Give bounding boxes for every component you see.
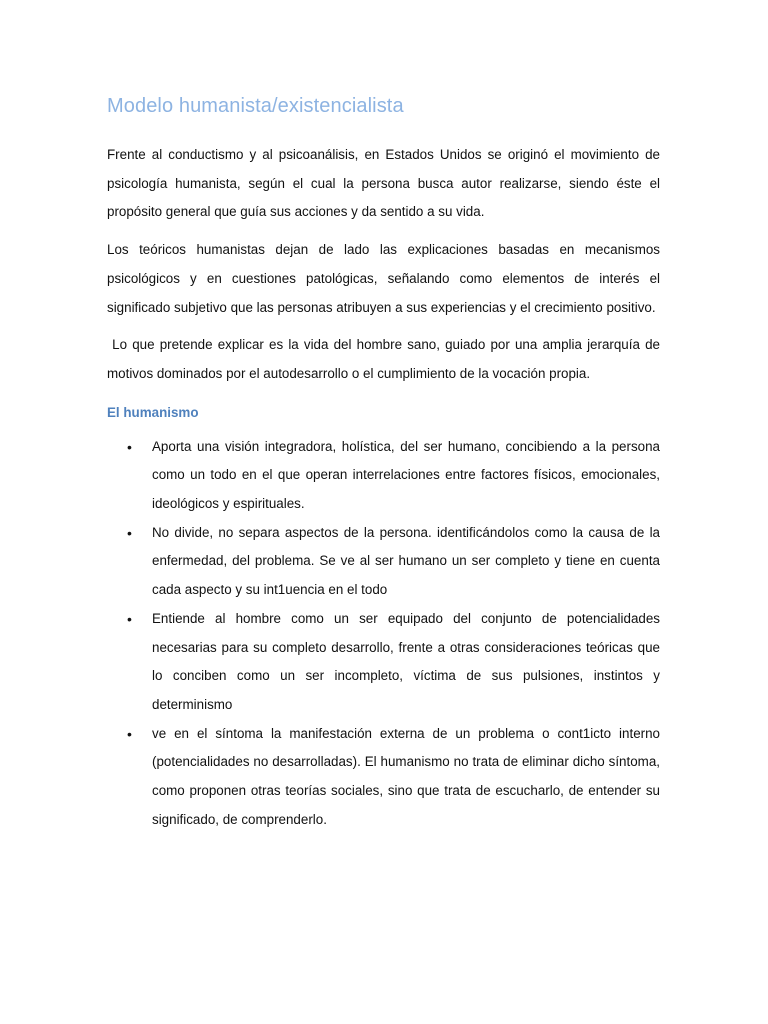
bullet-icon: •	[127, 524, 132, 541]
bullet-item	[107, 433, 660, 519]
bullet-icon: •	[127, 610, 132, 627]
bullet-item	[107, 605, 660, 720]
bullet-icon: •	[127, 725, 132, 742]
document-title: Modelo humanista/existencialista	[107, 95, 404, 117]
paragraph-healthy-man: Lo que pretende explicar es la vida del hombre sano, guiado por una amplia jerarquía de motivos dominados por el autodesarrollo o el cumplimiento de la vocación propia.	[107, 337, 664, 381]
bullet-text: Entiende al hombre como un ser equipado del conjunto de potencialidades necesarias para su completo desarrollo, frente a otras consideraciones teóricas que lo conciben como un ser incompleto, víctima de sus pulsiones, instintos y determinismo	[152, 610, 660, 712]
paragraph-theorists: Los teóricos humanistas dejan de lado las explicaciones basadas en mecanismos psicológicos y en cuestiones patológicas, señalando como elementos de interés el significado subjetivo que las personas atribuyen a sus experiencias y el crecimiento positivo.	[107, 242, 660, 315]
bullet-item	[107, 519, 660, 605]
bullet-item	[107, 720, 660, 835]
bullet-text: Aporta una visión integradora, holística, del ser humano, concibiendo a la persona como un todo en el que operan interrelaciones entre factores físicos, emocionales, ideológicos y espirituales.	[152, 438, 660, 512]
bullet-text: ve en el síntoma la manifestación externa de un problema o cont1icto interno (potencialidades no desarrolladas). El humanismo no trata de eliminar dicho síntoma, como proponen otras teorías sociales, sino que trata de escucharlo, de entender su significado, de comprenderlo.	[152, 725, 660, 827]
humanismo-bullet-list	[107, 433, 660, 835]
paragraph-intro: Frente al conductismo y al psicoanálisis, en Estados Unidos se originó el movimiento de psicología humanista, según el cual la persona busca autor realizarse, siendo éste el propósito general que guía sus acciones y da sentido a su vida.	[107, 147, 660, 220]
bullet-text: No divide, no separa aspectos de la persona. identificándolos como la causa de la enfermedad, del problema. Se ve al ser humano un ser completo y tiene en cuenta cada aspecto y su int1uencia en el todo	[152, 524, 660, 598]
bullet-icon: •	[127, 438, 132, 455]
document-page	[107, 93, 664, 834]
section-heading-humanismo: El humanismo	[107, 404, 199, 420]
